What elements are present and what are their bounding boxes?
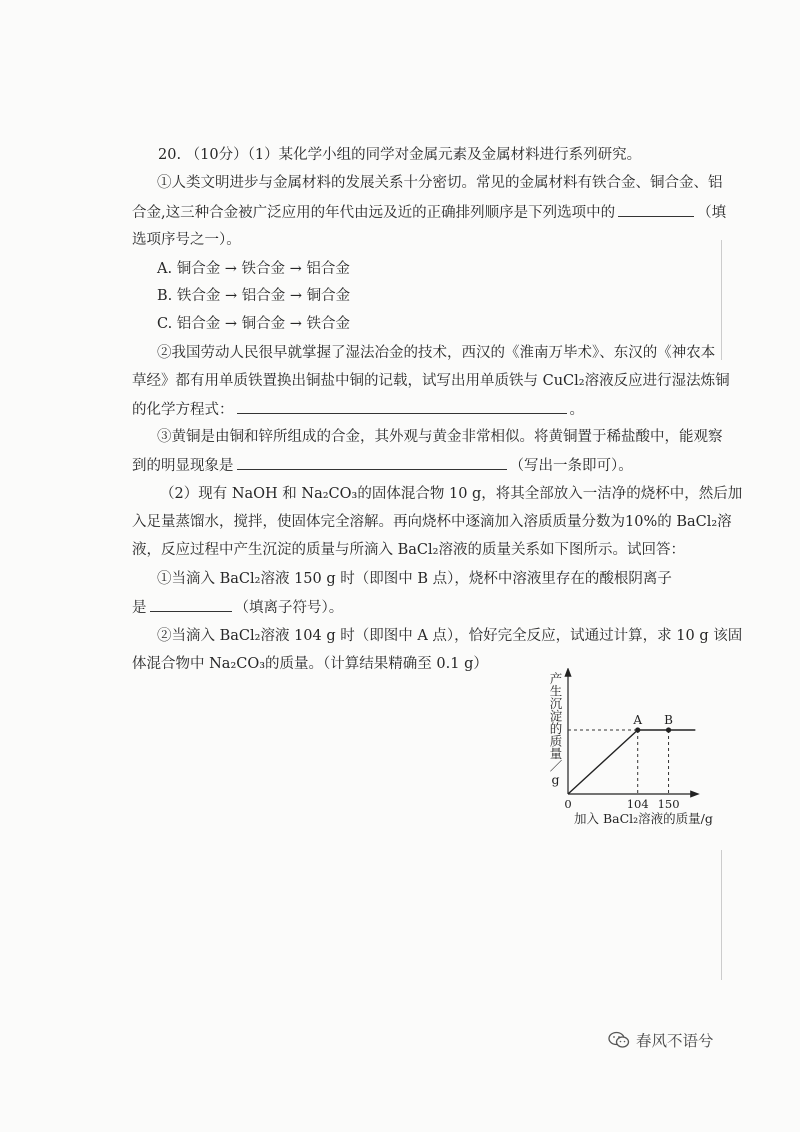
paragraph-1-line-3: 选项序号之一）。 <box>132 232 241 248</box>
paragraph-3-line-2-text: 到的明显现象是 <box>132 458 234 474</box>
sub-question-1-line-2-suffix: （填离子符号）。 <box>234 600 344 616</box>
paragraph-1-line-2-suffix: （填 <box>697 205 727 221</box>
paragraph-1-line-2 <box>132 202 726 223</box>
paragraph-2-line-1: ②我国劳动人民很早就掌握了湿法冶金的技术，西汉的《淮南万毕术》、东汉的《神农本 <box>157 345 716 361</box>
watermark <box>608 1029 714 1051</box>
part-2-line-2: 入足量蒸馏水，搅拌，使固体完全溶解。再向烧杯中逐滴加入溶质质量分数为10%的 BaCl₂溶 <box>132 514 732 530</box>
answer-blank-1[interactable] <box>618 202 694 217</box>
question-header: 20. （10分）（1）某化学小组的同学对金属元素及金属材料进行系列研究。 <box>158 147 642 163</box>
sub-question-2-line-1: ②当滴入 BaCl₂溶液 104 g 时（即图中 A 点），恰好完全反应，试通过计算，求 10 g 该固 <box>157 628 743 644</box>
part-2-line-3: 液，反应过程中产生沉淀的质量与所滴入 BaCl₂溶液的质量关系如下图所示。试回答： <box>132 542 685 558</box>
precipitate-chart <box>540 668 700 808</box>
sub-question-1-line-2 <box>132 597 343 618</box>
answer-blank-3[interactable] <box>237 455 507 470</box>
chart-x-axis-label: 加入 BaCl₂溶液的质量/g <box>574 811 713 826</box>
scan-edge-mark <box>721 240 722 360</box>
paragraph-3-line-2-suffix: （写出一条即可）。 <box>509 458 633 474</box>
x-tick-label: 104 <box>626 797 649 808</box>
point-b <box>666 727 671 732</box>
sub-question-2-line-2: 体混合物中 Na₂CO₃的质量。（计算结果精确至 0.1 g） <box>132 656 488 672</box>
chart-tick-labels <box>564 797 679 808</box>
series-line <box>568 730 695 794</box>
sub-question-1-line-1: ①当滴入 BaCl₂溶液 150 g 时（即图中 B 点），烧杯中溶液里存在的酸根阴离子 <box>157 571 672 587</box>
answer-blank-4[interactable] <box>150 597 232 612</box>
option-c: C. 铝合金 → 铜合金 → 铁合金 <box>157 316 351 332</box>
paragraph-1-line-1: ①人类文明进步与金属材料的发展关系十分密切。常见的金属材料有铁合金、铜合金、铝 <box>157 175 723 191</box>
sub-question-1-line-2-text: 是 <box>132 600 147 616</box>
option-a: A. 铜合金 → 铁合金 → 铝合金 <box>157 261 350 277</box>
paragraph-3-line-2 <box>132 455 633 476</box>
paragraph-2-line-3-suffix: 。 <box>569 402 584 418</box>
watermark-text: 春风不语兮 <box>636 1032 714 1050</box>
x-tick-label: 0 <box>564 797 572 808</box>
point-label-b: B <box>664 713 673 727</box>
paragraph-1-line-2-text: 合金,这三种合金被广泛应用的年代由远及近的正确排列顺序是下列选项中的 <box>132 205 616 221</box>
answer-blank-2[interactable] <box>237 399 567 414</box>
x-tick-label: 150 <box>657 797 680 808</box>
paragraph-2-line-3-text: 的化学方程式： <box>132 402 234 418</box>
part-2-line-1: （2）现有 NaOH 和 Na₂CO₃的固体混合物 10 g，将其全部放入一洁净的烧杯中，然后加 <box>160 486 743 502</box>
paragraph-3-line-1: ③黄铜是由铜和锌所组成的合金，其外观与黄金非常相似。将黄铜置于稀盐酸中，能观察 <box>157 429 723 445</box>
wechat-icon <box>608 1031 630 1049</box>
paragraph-2-line-2: 草经》都有用单质铁置换出铜盐中铜的记载，试写出用单质铁与 CuCl₂溶液反应进行湿法炼铜 <box>132 373 730 389</box>
chart-plot-area <box>568 713 695 794</box>
point-a <box>635 727 640 732</box>
scan-edge-mark-lower <box>721 850 722 980</box>
option-b: B. 铁合金 → 铝合金 → 铜合金 <box>157 288 351 304</box>
chart-y-axis-label: 产生沉淀的质量／g <box>548 672 563 787</box>
point-label-a: A <box>633 713 643 727</box>
paragraph-2-line-3 <box>132 399 584 420</box>
